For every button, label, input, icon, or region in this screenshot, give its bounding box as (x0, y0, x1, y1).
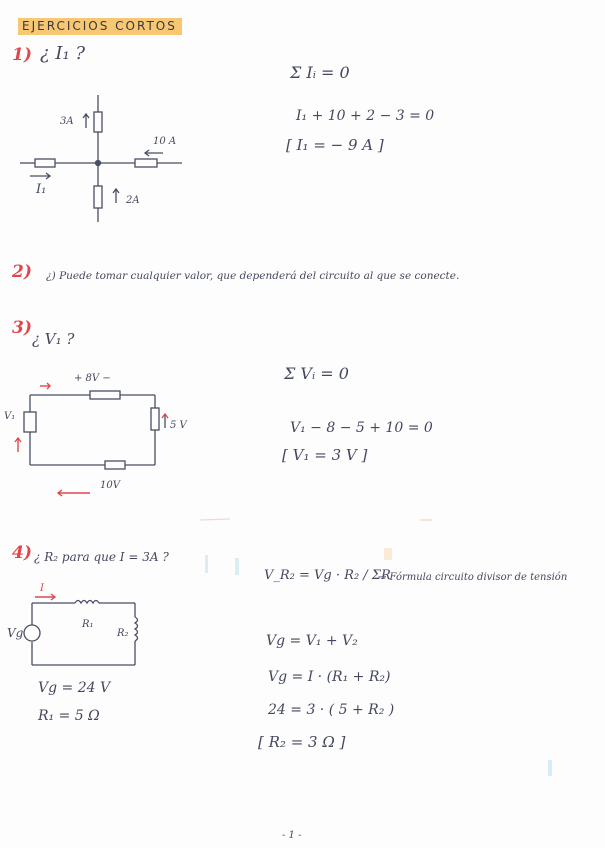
exercise-3-question: ¿ V₁ ? (32, 330, 75, 348)
ex1-result: [ I₁ = − 9 A ] (286, 136, 384, 154)
exercise-2-answer: ¿) Puede tomar cualquier valor, que dependerá del circuito al que se conecte. (46, 270, 460, 282)
label-vg: Vg (7, 626, 24, 640)
ex1-eq-sum: Σ Iᵢ = 0 (290, 63, 350, 82)
label-5v: 5 V (170, 420, 187, 431)
title-highlight: EJERCICIOS CORTOS (18, 18, 182, 35)
ex4-current-arrow (35, 594, 55, 600)
ex4-eq-ohm: Vg = I · (R₁ + R₂) (268, 669, 391, 685)
ex3-eq-sum: Σ Vᵢ = 0 (284, 364, 349, 383)
label-r2: R₂ (117, 628, 129, 639)
page-number: - 1 - (282, 830, 302, 841)
ex4-result: [ R₂ = 3 Ω ] (258, 733, 346, 751)
page-title (18, 15, 182, 34)
given-r1: R₁ = 5 Ω (38, 708, 100, 724)
divider-formula: V_R₂ = Vg · R₂ / ΣR (264, 568, 391, 583)
ex3-loop-circuit (24, 391, 168, 469)
label-10v: 10V (100, 480, 120, 491)
divider-note: → Fórmula circuito divisor de tensión (378, 572, 568, 583)
ex4-eq-sum: Vg = V₁ + V₂ (266, 633, 358, 649)
label-r1: R₁ (82, 619, 94, 630)
ex1-eq-expanded: I₁ + 10 + 2 − 3 = 0 (296, 108, 435, 124)
exercise-1-number: 1) (12, 45, 32, 65)
exercise-1-question: ¿ I₁ ? (40, 43, 86, 64)
given-vg: Vg = 24 V (38, 680, 111, 696)
label-2a: 2A (126, 195, 140, 206)
ex4-eq-substituted: 24 = 3 · ( 5 + R₂ ) (268, 702, 395, 718)
ex3-current-arrows (15, 383, 90, 496)
label-current-i: I (40, 583, 44, 594)
exercise-2-number: 2) (12, 262, 32, 282)
faint-marks (200, 519, 552, 776)
exercise-4-question: ¿ R₂ para que I = 3A ? (34, 550, 169, 564)
label-3a: 3A (60, 116, 74, 127)
ex3-eq-expanded: V₁ − 8 − 5 + 10 = 0 (290, 420, 433, 436)
ex3-result: [ V₁ = 3 V ] (282, 446, 368, 464)
ex1-node-circuit (20, 95, 182, 222)
exercise-4-number: 4) (12, 543, 32, 563)
label-10a: 10 A (153, 136, 177, 147)
exercise-3-number: 3) (12, 318, 32, 338)
label-i1: I₁ (36, 182, 47, 197)
label-v1: V₁ (4, 411, 16, 422)
label-8v: + 8V − (74, 373, 111, 384)
